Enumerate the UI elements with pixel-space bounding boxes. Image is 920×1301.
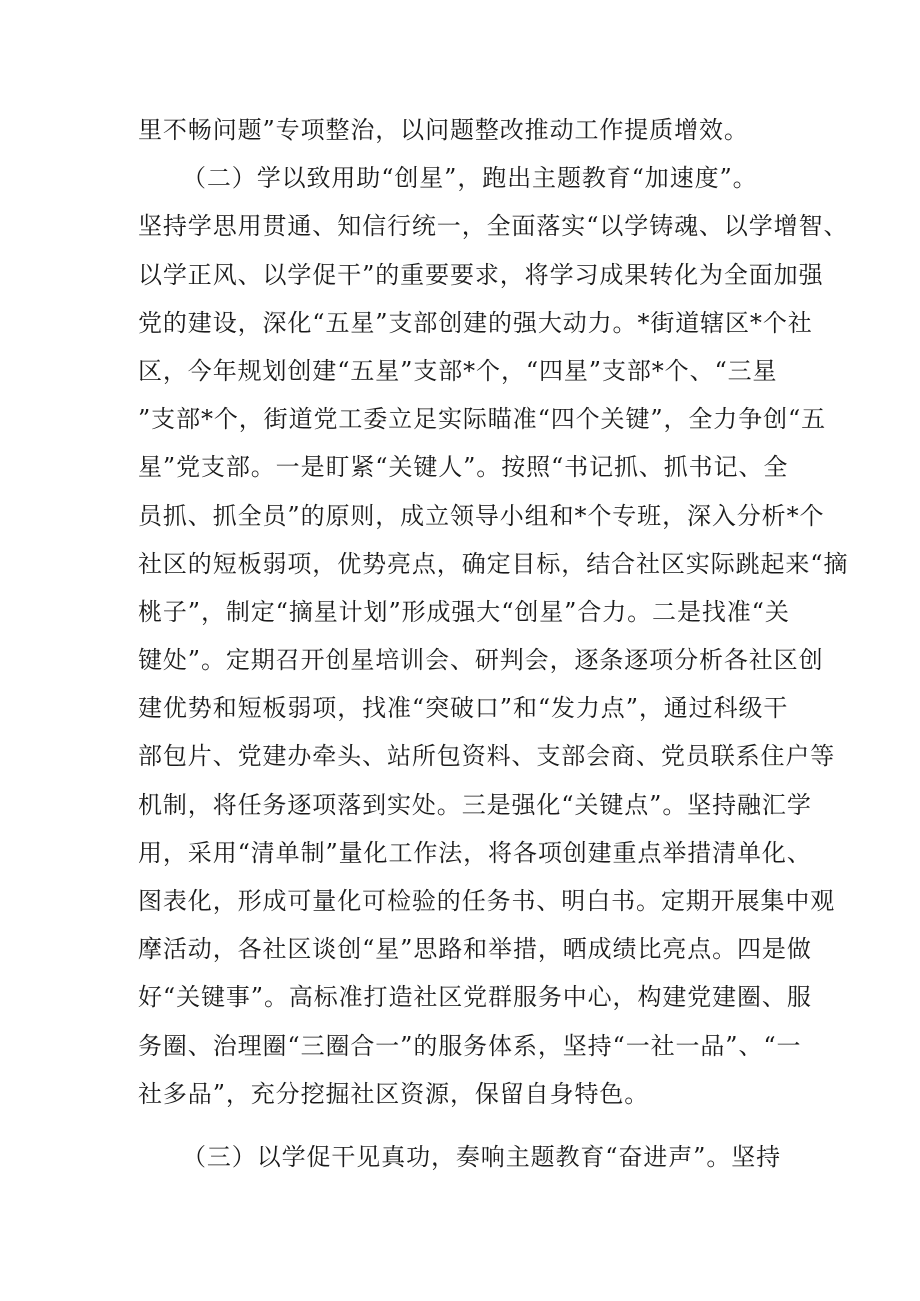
body-text (138, 106, 849, 1181)
text-line: ”支部*个，街道党工委立足实际瞄准“四个关键”，全力争创“五 (138, 405, 827, 434)
text-line: 社多品”，充分挖掘社区资源，保留自身特色。 (138, 1079, 650, 1108)
text-line: 区，今年规划创建“五星”支部*个，“四星”支部*个、“三星 (138, 356, 778, 385)
text-line: 党的建设，深化“五星”支部创建的强大动力。*街道辖区*个社 (138, 308, 813, 337)
text-line: 摩活动，各社区谈创“星”思路和举措，晒成绩比亮点。四是做 (138, 935, 812, 964)
text-line: 社区的短板弱项，优势亮点，确定目标，结合社区实际跳起来“摘 (138, 549, 849, 578)
text-line: 里不畅问题”专项整治，以问题整改推动工作提质增效。 (138, 116, 749, 144)
text-line: 用，采用“清单制”量化工作法，将各项创建重点举措清单化、 (138, 838, 812, 867)
text-line: 图表化，形成可量化可检验的任务书、明白书。定期开展集中观 (138, 887, 836, 915)
text-line: 员抓、抓全员”的原则，成立领导小组和*个专班，深入分析*个 (138, 501, 825, 530)
text-line: 务圈、治理圈“三圈合一”的服务体系，坚持“一社一品”、“一 (138, 1031, 802, 1060)
text-line: 以学正风、以学促干”的重要要求，将学习成果转化为全面加强 (138, 260, 824, 289)
section-heading-3: （三）以学促干见真功，奏响主题教育“奋进声”。坚持 (182, 1142, 782, 1171)
text-line: 机制，将任务逐项落到实处。三是强化“关键点”。坚持融汇学 (138, 790, 812, 819)
text-line: 部包片、党建办牵头、站所包资料、支部会商、党员联系住户等 (138, 742, 836, 771)
text-line: 桃子”，制定“摘星计划”形成强大“创星”合力。二是找准“关 (138, 597, 790, 626)
section-heading-2: （二）学以致用助“创星”，跑出主题教育“加速度”。 (182, 164, 758, 193)
text-line: 键处”。定期召开创星培训会、研判会，逐条逐项分析各社区创 (138, 646, 824, 675)
text-line: 建优势和短板弱项，找准“突破口”和“发力点”，通过科级干 (138, 694, 789, 723)
text-line: 好“关键事”。高标准打造社区党群服务中心，构建党建圈、服 (138, 983, 812, 1012)
text-line: 星”党支部。一是盯紧“关键人”。按照“书记抓、抓书记、全 (138, 453, 789, 482)
text-line: 坚持学思用贯通、知信行统一，全面落实“以学铸魂、以学增智、 (138, 212, 849, 241)
